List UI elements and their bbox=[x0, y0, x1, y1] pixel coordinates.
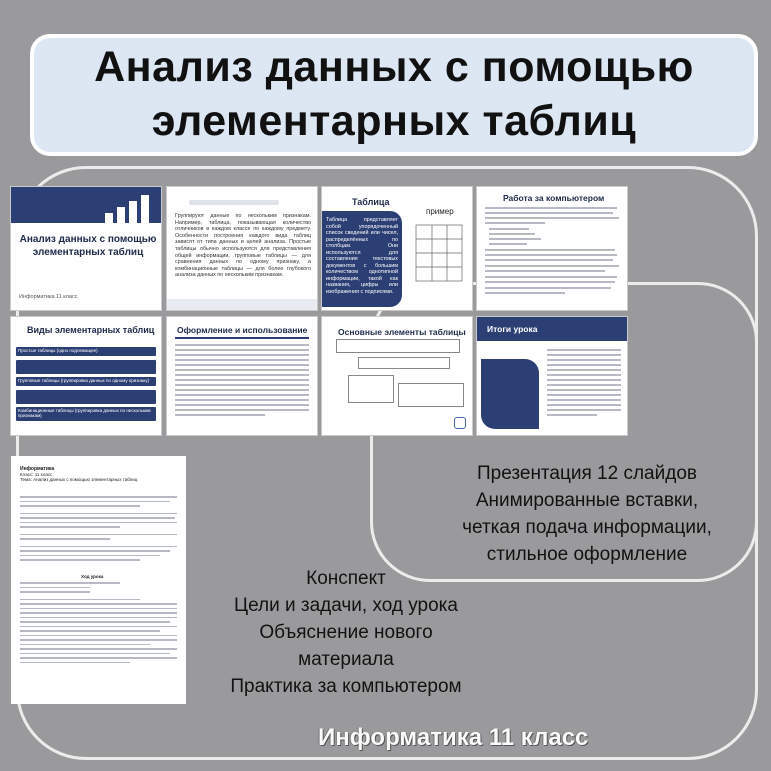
slide-thumbnail-4 bbox=[477, 187, 627, 310]
cursor-icon bbox=[454, 417, 466, 429]
slide-item-2: Групповые таблицы (группировка данных по одному признаку) bbox=[18, 378, 150, 383]
slide-top-bar bbox=[189, 200, 279, 205]
konspekt-line-2: Цели и задачи, ход урока bbox=[234, 595, 458, 616]
slide-title: Работа за компьютером bbox=[503, 193, 605, 203]
slide-thumbnail-7 bbox=[322, 317, 472, 435]
slide-title: Анализ данных с помощью элементарных таблиц bbox=[19, 234, 157, 258]
slide-text-panel bbox=[481, 359, 539, 429]
slide-thumbnail-6 bbox=[167, 317, 317, 435]
page-title-line-2: элементарных таблиц bbox=[151, 97, 637, 145]
slide-title: Виды элементарных таблиц bbox=[27, 325, 155, 335]
slide-item-1: Простые таблицы (одно подлежащее) bbox=[18, 348, 98, 353]
bar-graphic-icon bbox=[101, 195, 161, 223]
konspekt-document-preview bbox=[11, 456, 186, 704]
slide-footer-band bbox=[167, 299, 317, 310]
konspekt-line-4: материала bbox=[298, 649, 394, 670]
konspekt-description bbox=[196, 565, 496, 700]
doc-heading: Информатика bbox=[20, 466, 55, 472]
example-label: пример bbox=[426, 207, 454, 216]
doc-plan-title: Ход урока bbox=[81, 574, 104, 579]
title-box bbox=[30, 34, 758, 156]
slide-text: Группируют данные по нескольким признакам. Например, таблица, показывающая количество отличников в каждом классе по каждому предмету. Особенности построения каждого вида таблиц зависят от типа данных и целей анализа. Простые таблицы обычно используются для представления общей информации, групповые таблицы — для сравнения данных по одному признаку, а комбинационные таблицы — для более глубокого анализа данных по нескольким признакам. bbox=[175, 213, 311, 279]
slide-thumbnail-2 bbox=[167, 187, 317, 310]
doc-class: Класс: 11 класс bbox=[20, 472, 53, 477]
slide-thumbnail-5 bbox=[11, 317, 161, 435]
slide-thumbnail-8 bbox=[477, 317, 627, 435]
doc-topic: Тема: Анализ данных с помощью элементарных таблиц bbox=[20, 477, 138, 482]
konspekt-line-3: Объяснение нового bbox=[259, 622, 433, 643]
presentation-line-3: четкая подача информации, bbox=[462, 517, 712, 538]
slide-title: Оформление и использование bbox=[177, 325, 308, 335]
slide-item-3: Комбинационные таблицы (группировка данных по нескольким признакам) bbox=[18, 408, 151, 418]
slide-text: Таблица представляет собой упорядоченный список сведений или чисел, распределённых по столбцам. Они используются для составления текстовых документов с большим количеством однотипной информации, такой как названия, цифры или изображения с подписями. bbox=[326, 217, 398, 295]
page-title-line-1: Анализ данных с помощью bbox=[94, 43, 694, 92]
slide-thumbnail-3 bbox=[322, 187, 472, 310]
konspekt-line-5: Практика за компьютером bbox=[230, 676, 462, 697]
slide-subtitle: Информатика 11 класс bbox=[19, 294, 78, 300]
slide-title: Основные элементы таблицы bbox=[338, 327, 466, 337]
konspekt-line-1: Конспект bbox=[306, 568, 386, 589]
presentation-line-1: Презентация 12 слайдов bbox=[477, 463, 697, 484]
presentation-description bbox=[414, 460, 760, 568]
presentation-line-4: стильное оформление bbox=[486, 544, 688, 565]
slide-title: Таблица bbox=[352, 197, 390, 207]
slide-title: Итоги урока bbox=[487, 324, 538, 334]
table-example-icon bbox=[412, 221, 466, 285]
footer-subject-label: Информатика 11 класс bbox=[318, 724, 589, 751]
presentation-line-2: Анимированные вставки, bbox=[475, 490, 699, 511]
slide-thumbnail-1 bbox=[11, 187, 161, 310]
